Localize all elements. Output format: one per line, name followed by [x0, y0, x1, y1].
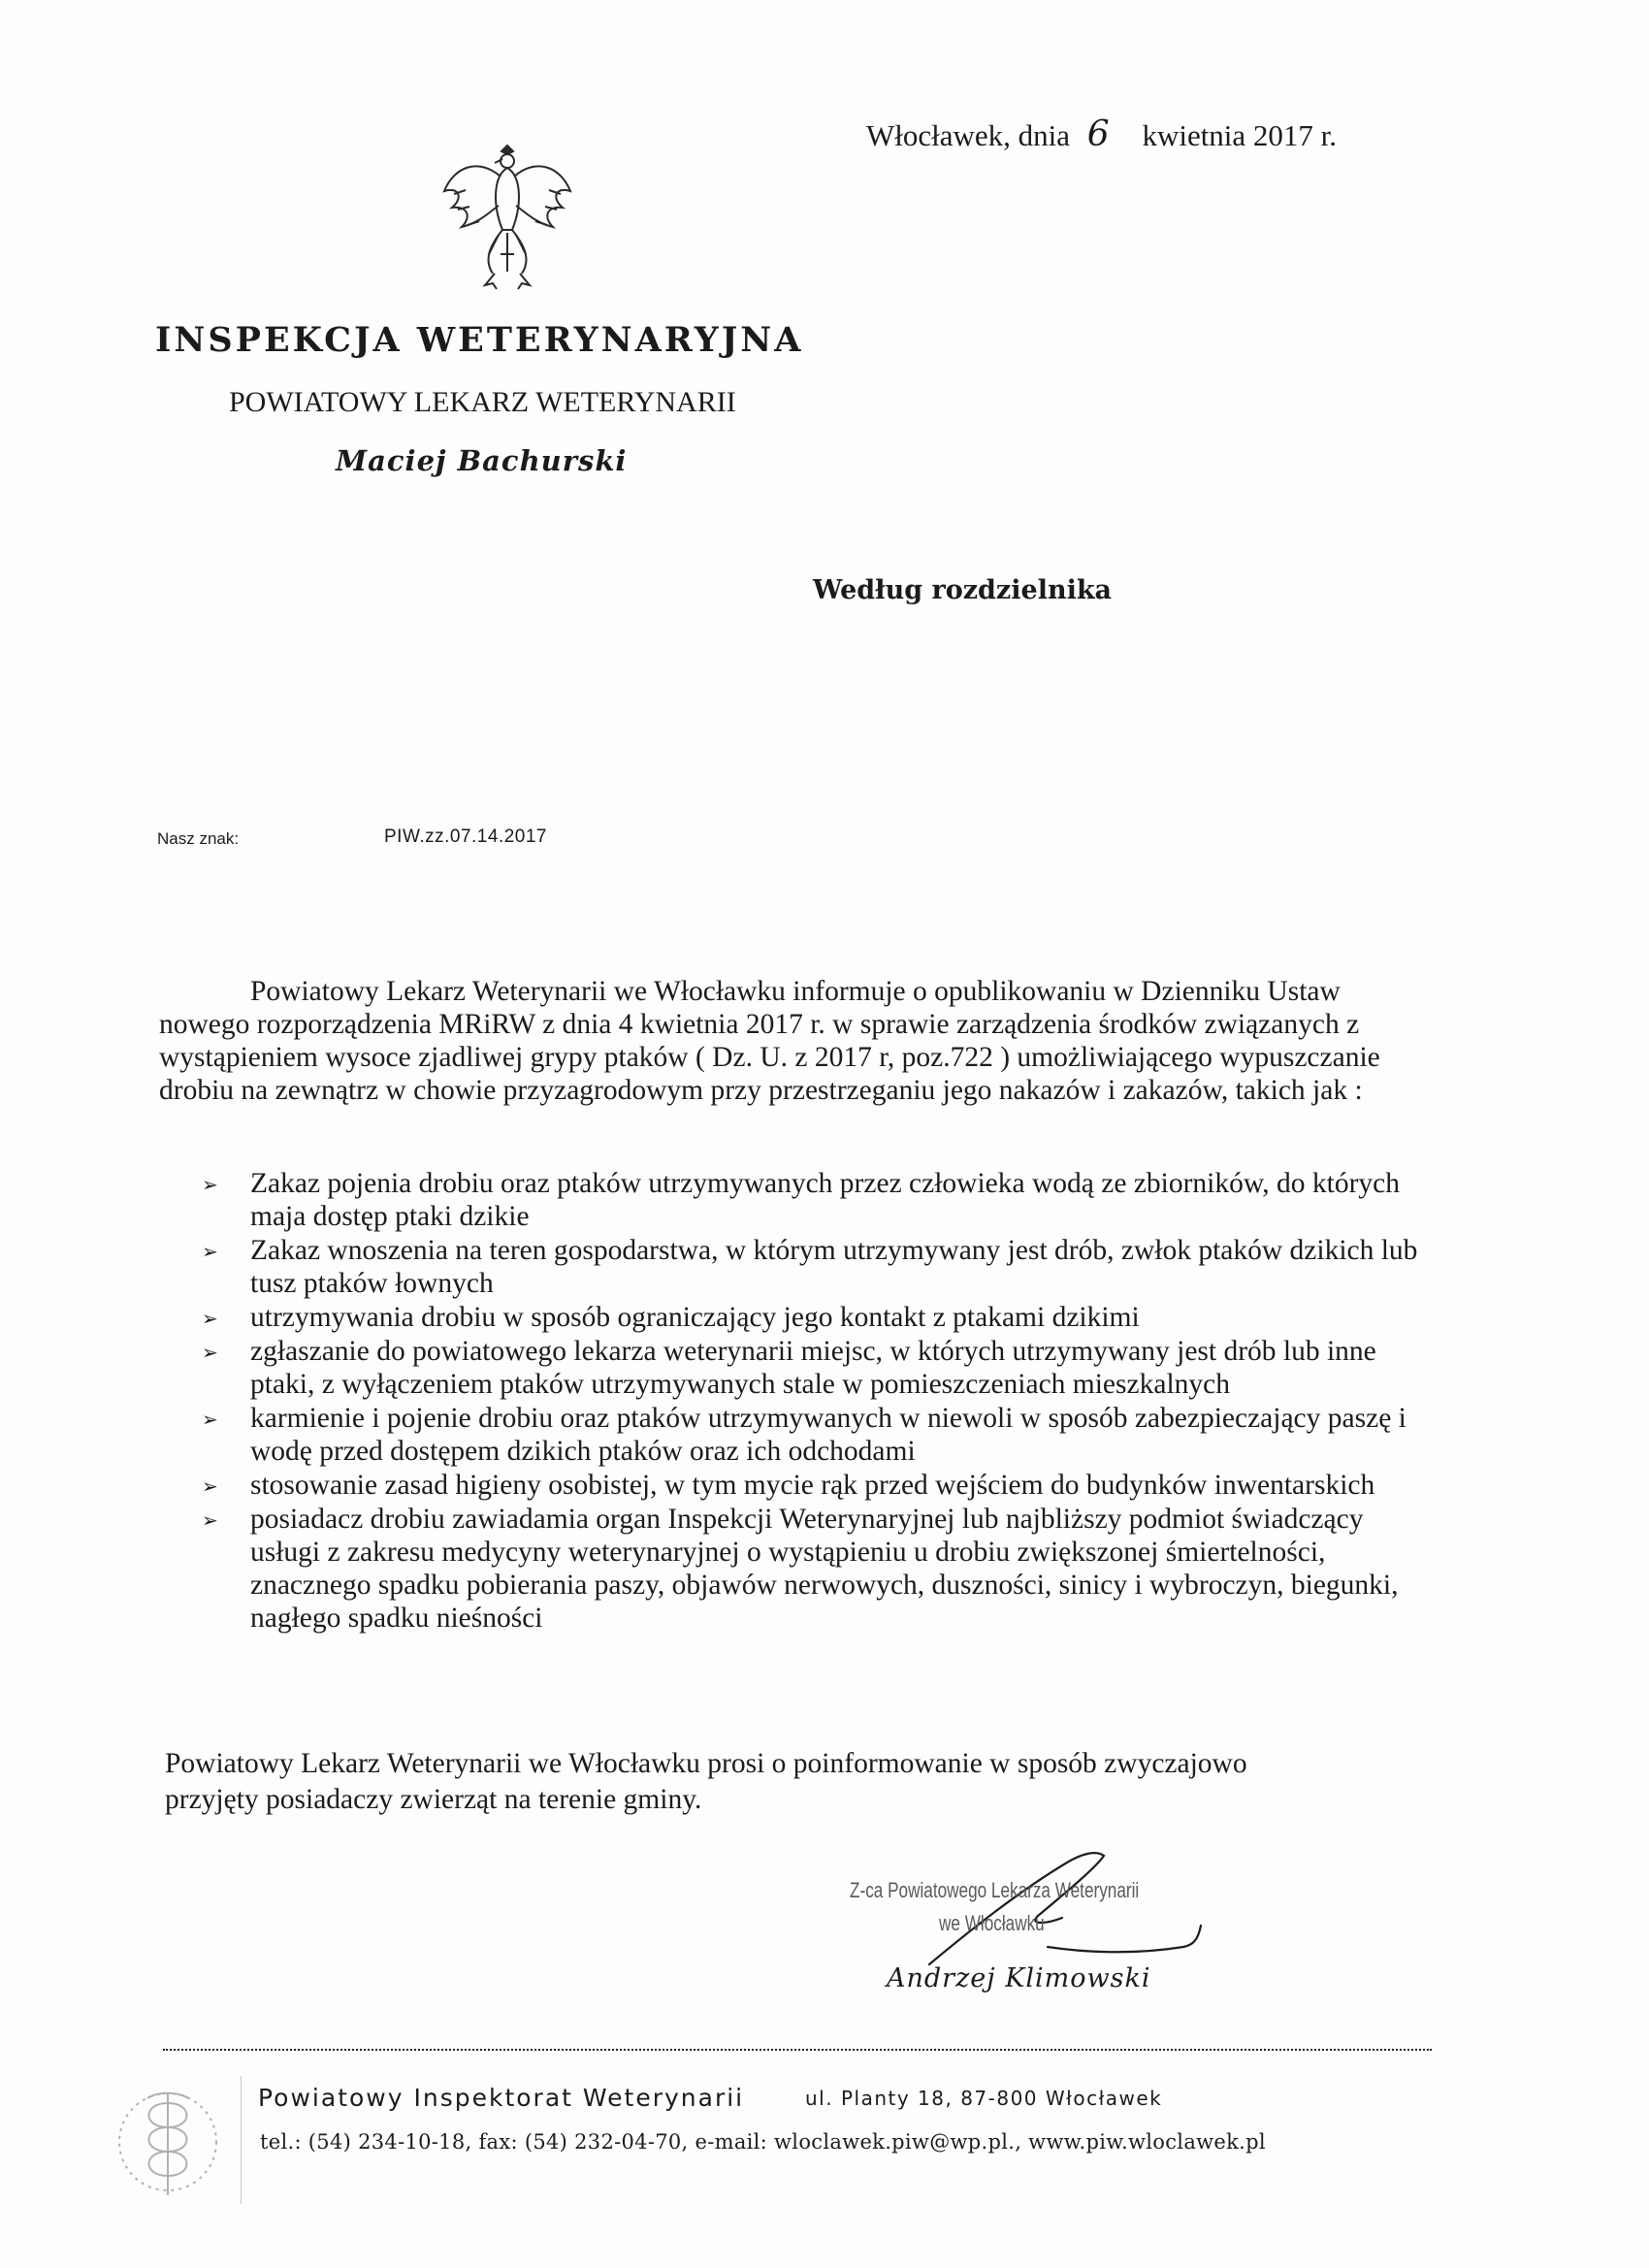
recipient-line: Według rozdzielnika	[813, 575, 1113, 605]
arrow-bullet-icon: ➢	[202, 1508, 218, 1532]
reference-label: Nasz znak:	[157, 829, 240, 848]
caduceus-logo-icon	[109, 2074, 227, 2210]
arrow-bullet-icon: ➢	[202, 1408, 218, 1431]
list-item	[194, 1234, 1418, 1300]
list-item	[194, 1167, 1418, 1233]
footer-address: ul. Planty 18, 87-800 Włocławek	[805, 2087, 1163, 2110]
list-item-text: stosowanie zasad higieny osobistej, w tym mycie rąk przed wejściem do budynków inwentarskich	[250, 1470, 1375, 1501]
list-item-text: utrzymywania drobiu w sposób ograniczający jego kontakt z ptakami dzikimi	[250, 1302, 1140, 1333]
list-item-text: zgłaszanie do powiatowego lekarza weterynarii miejsc, w których utrzymywany jest drób lub inne ptaki, z wyłączeniem ptaków utrzymywanych stale w pomieszczeniach mieszkalnych	[250, 1336, 1376, 1400]
list-item	[194, 1335, 1418, 1401]
list-item-text: Zakaz wnoszenia na teren gospodarstwa, w którym utrzymywany jest drób, zwłok ptaków dzikich lub tusz ptaków łownych	[250, 1235, 1418, 1299]
list-item	[194, 1503, 1418, 1635]
footer-logo-divider	[241, 2076, 242, 2204]
arrow-bullet-icon: ➢	[202, 1341, 218, 1364]
signature-stamp-title: Z-ca Powiatowego Lekarza Weterynarii	[850, 1878, 1140, 1902]
signatory-name: Andrzej Klimowski	[887, 1963, 1151, 1993]
organization-name: INSPEKCJA WETERYNARYJNA	[155, 320, 804, 360]
intro-paragraph: Powiatowy Lekarz Weterynarii we Włocławku informuje o opublikowaniu w Dzienniku Ustaw nowego rozporządzenia MRiRW z dnia 4 kwietnia 2017 r. w sprawie zarządzenia środków związanych z wystąpieniem wysoce zjadliwej grypy ptaków ( Dz. U. z 2017 r, poz.722 ) umożliwiającego wypuszczanie drobiu na zewnątrz w chowie przyzagrodowym przy przestrzeganiu jego nakazów i zakazów, takich jak :	[159, 976, 1380, 1106]
reference-number: PIW.zz.07.14.2017	[384, 826, 547, 847]
date-suffix: kwietnia 2017 r.	[1142, 118, 1338, 152]
document-date	[866, 114, 1337, 154]
arrow-bullet-icon: ➢	[202, 1173, 218, 1196]
list-item-text: karmienie i pojenie drobiu oraz ptaków utrzymywanych w niewoli w sposób zabezpieczający paszę i wodę przed dostępem dzikich ptaków oraz ich odchodami	[250, 1403, 1406, 1467]
requirements-list	[194, 1167, 1418, 1636]
footer-divider-line	[163, 2049, 1432, 2051]
footer-contact-info: tel.: (54) 234-10-18, fax: (54) 232-04-70, e-mail: wloclawek.piw@wp.pl., www.piw.wloclawek.pl	[260, 2130, 1266, 2154]
list-item	[194, 1402, 1418, 1468]
list-item	[194, 1469, 1418, 1502]
signature-stamp-location: we Włocławku	[939, 1911, 1045, 1935]
arrow-bullet-icon: ➢	[202, 1307, 218, 1330]
closing-paragraph: Powiatowy Lekarz Weterynarii we Włocławku prosi o poinformowanie w sposób zwyczajowo przyjęty posiadaczy zwierząt na terenie gminy.	[165, 1748, 1247, 1815]
list-item-text: posiadacz drobiu zawiadamia organ Inspekcji Weterynaryjnej lub najbliższy podmiot świadczący usługi z zakresu medycyny weterynaryjnej o wystąpieniu u drobiu zwiększonej śmiertelności, znacznego spadku pobierania paszy, objawów nerwowych, duszności, sinicy i wybroczyn, biegunki, nagłego spadku nieśności	[250, 1504, 1399, 1634]
official-role: POWIATOWY LEKARZ WETERYNARII	[229, 386, 736, 418]
arrow-bullet-icon: ➢	[202, 1240, 218, 1263]
list-item-text: Zakaz pojenia drobiu oraz ptaków utrzymywanych przez człowieka wodą ze zbiorników, do których maja dostęp ptaki dzikie	[250, 1168, 1400, 1232]
arrow-bullet-icon: ➢	[202, 1474, 218, 1498]
date-day-handwritten: 6	[1086, 114, 1110, 154]
official-name: Maciej Bachurski	[336, 444, 628, 477]
list-item	[194, 1301, 1418, 1334]
footer-institution-name: Powiatowy Inspektorat Weterynarii	[258, 2084, 745, 2112]
date-prefix: Włocławek, dnia	[866, 118, 1071, 152]
polish-eagle-emblem	[435, 138, 580, 293]
